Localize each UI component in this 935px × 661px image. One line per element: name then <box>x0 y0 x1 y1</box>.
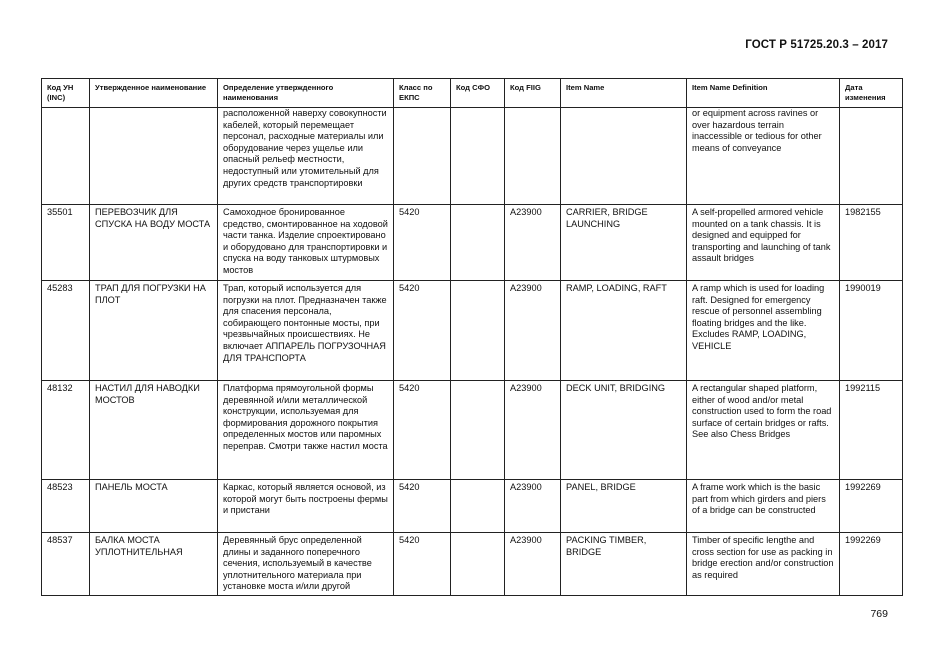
cell-date: 1982155 <box>840 205 903 281</box>
cell-definition: Трап, который используется для погрузки на плот. Предназначен также для спасения персонала, собирающего понтонные мосты, при чрезвычайных происшествиях. Не включает АППАРЕЛЬ ПОГРУЗОЧНАЯ ДЛЯ ТРАНСПОРТА <box>218 281 394 381</box>
cell-name: НАСТИЛ ДЛЯ НАВОДКИ МОСТОВ <box>90 381 218 480</box>
cell-inc: 48523 <box>42 480 90 533</box>
cell-item-name: PANEL, BRIDGE <box>561 480 687 533</box>
table-row <box>42 381 903 480</box>
table-row <box>42 281 903 381</box>
cell-name: ПАНЕЛЬ МОСТА <box>90 480 218 533</box>
cell-sfo <box>451 381 505 480</box>
cell-fiig: A23900 <box>505 533 561 596</box>
cell-sfo <box>451 205 505 281</box>
cell-definition: Каркас, который является основой, из которой могут быть построены фермы и пристани <box>218 480 394 533</box>
cell-date: 1990019 <box>840 281 903 381</box>
cell-sfo <box>451 108 505 205</box>
cell-fiig <box>505 108 561 205</box>
cell-date: 1992115 <box>840 381 903 480</box>
cell-item-definition: or equipment across ravines or over hazardous terrain inaccessible or tedious for other means of conveyance <box>687 108 840 205</box>
cell-inc <box>42 108 90 205</box>
table-header-row <box>42 79 903 108</box>
cell-item-definition: A frame work which is the basic part from which girders and piers of a bridge can be constructed <box>687 480 840 533</box>
cell-date: 1992269 <box>840 480 903 533</box>
cell-class: 5420 <box>394 281 451 381</box>
cell-sfo <box>451 533 505 596</box>
cell-fiig: A23900 <box>505 205 561 281</box>
cell-item-name <box>561 108 687 205</box>
cell-item-definition: Timber of specific lengthe and cross section for use as packing in bridge erection and/or construction as required <box>687 533 840 596</box>
cell-item-name: RAMP, LOADING, RAFT <box>561 281 687 381</box>
cell-name: ПЕРЕВОЗЧИК ДЛЯ СПУСКА НА ВОДУ МОСТА <box>90 205 218 281</box>
column-header-date: Дата изменения <box>840 79 903 108</box>
cell-class <box>394 108 451 205</box>
cell-class: 5420 <box>394 533 451 596</box>
table-row <box>42 480 903 533</box>
cell-item-definition: A self-propelled armored vehicle mounted on a tank chassis. It is designed and equipped for transporting and launching of tank assault bridges <box>687 205 840 281</box>
cell-class: 5420 <box>394 381 451 480</box>
column-header-item-name: Item Name <box>561 79 687 108</box>
cell-sfo <box>451 480 505 533</box>
table-row-continuation <box>42 108 903 205</box>
cell-sfo <box>451 281 505 381</box>
column-header-approved-name: Утвержденное наименование <box>90 79 218 108</box>
cell-date: 1992269 <box>840 533 903 596</box>
cell-fiig: A23900 <box>505 381 561 480</box>
cell-name <box>90 108 218 205</box>
cell-inc: 48132 <box>42 381 90 480</box>
cell-class: 5420 <box>394 480 451 533</box>
column-header-sfo: Код СФО <box>451 79 505 108</box>
cell-item-definition: A ramp which is used for loading raft. Designed for emergency rescue of personnel assembling floating bridges and the like. Excludes RAMP, LOADING, VEHICLE <box>687 281 840 381</box>
cell-fiig: A23900 <box>505 480 561 533</box>
column-header-definition: Определение утвержденного наименования <box>218 79 394 108</box>
cell-item-name: DECK UNIT, BRIDGING <box>561 381 687 480</box>
table-row <box>42 533 903 596</box>
cell-item-name: CARRIER, BRIDGE LAUNCHING <box>561 205 687 281</box>
cell-definition: Деревянный брус определенной длины и заданного поперечного сечения, используемый в качестве уплотнительного материала при установке моста и/или другой <box>218 533 394 596</box>
cell-definition: расположенной наверху совокупности кабелей, который перемещает персонал, расходные материалы или оборудование через ущелье или опасный рельеф местности, недоступный или утомительный для других средств транспортировки <box>218 108 394 205</box>
column-header-inc: Код УН (INC) <box>42 79 90 108</box>
page-number: 769 <box>870 608 888 620</box>
cell-class: 5420 <box>394 205 451 281</box>
cell-name: ТРАП ДЛЯ ПОГРУЗКИ НА ПЛОТ <box>90 281 218 381</box>
column-header-fiig: Код FIIG <box>505 79 561 108</box>
cell-inc: 45283 <box>42 281 90 381</box>
cell-definition: Платформа прямоугольной формы деревянной и/или металлической конструкции, используемая для формирования дорожного покрытия определенных мостов или паромных переправ. Смотри также настил моста <box>218 381 394 480</box>
cell-definition: Самоходное бронированное средство, смонтированное на ходовой части танка. Изделие спроектировано и оборудовано для транспортировки и спуска на воду танковых штурмовых мостов <box>218 205 394 281</box>
column-header-class: Класс по ЕКПС <box>394 79 451 108</box>
cell-fiig: A23900 <box>505 281 561 381</box>
column-header-item-definition: Item Name Definition <box>687 79 840 108</box>
item-name-table <box>41 78 903 596</box>
cell-inc: 48537 <box>42 533 90 596</box>
cell-item-definition: A rectangular shaped platform, either of wood and/or metal construction used to form the road surface of certain bridges or rafts. See also Chess Bridges <box>687 381 840 480</box>
cell-date <box>840 108 903 205</box>
cell-name: БАЛКА МОСТА УПЛОТНИТЕЛЬНАЯ <box>90 533 218 596</box>
table-row <box>42 205 903 281</box>
cell-inc: 35501 <box>42 205 90 281</box>
cell-item-name: PACKING TIMBER, BRIDGE <box>561 533 687 596</box>
standard-title: ГОСТ Р 51725.20.3 – 2017 <box>745 39 888 51</box>
